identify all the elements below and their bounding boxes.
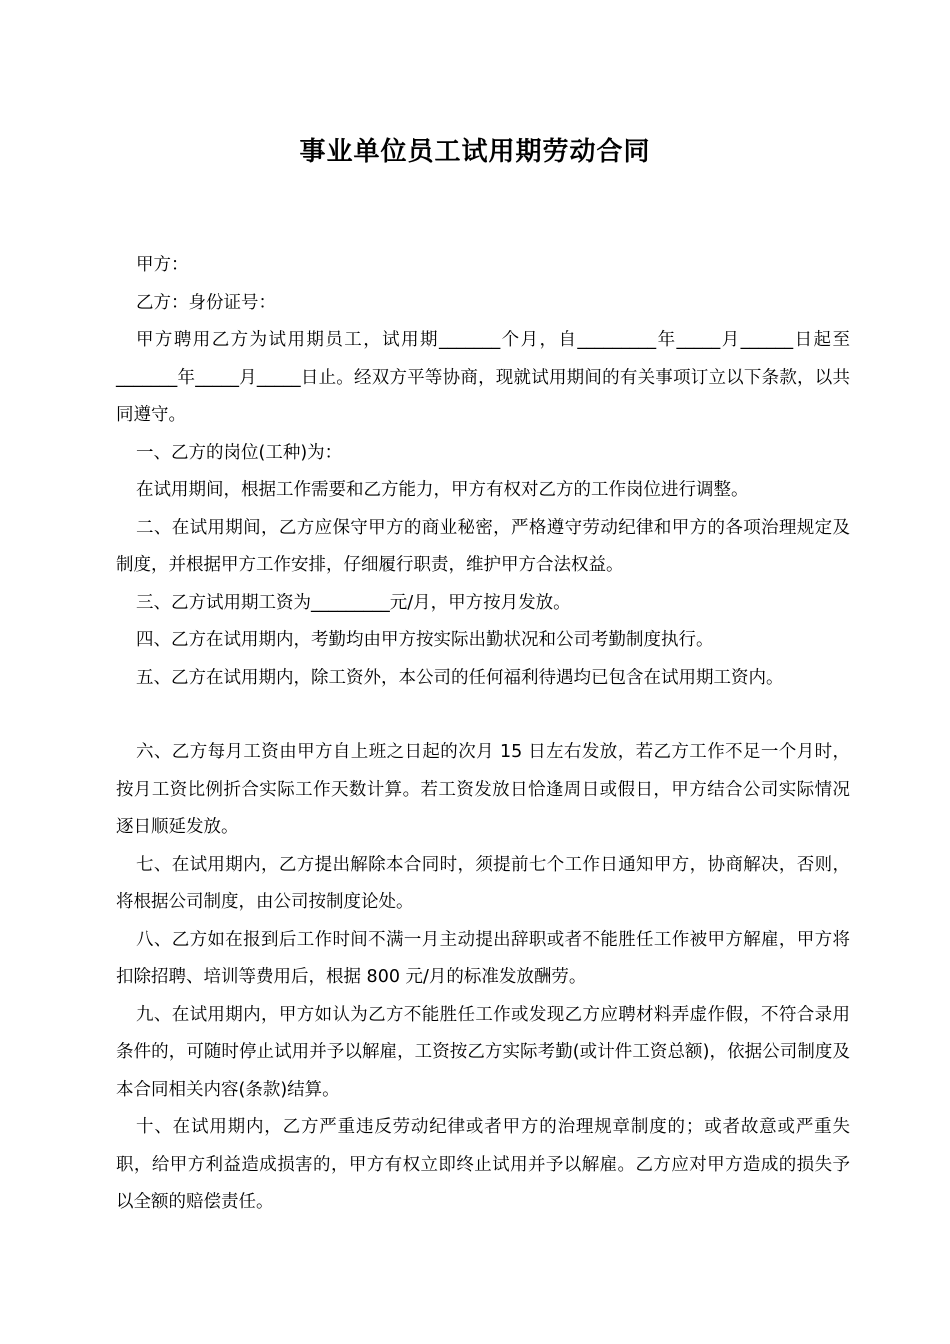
clause-1: 一、乙方的岗位(工种)为： bbox=[136, 442, 343, 463]
contract-body bbox=[116, 247, 850, 1222]
clause-9: 九、在试用期内，甲方如认为乙方不能胜任工作或发现乙方应聘材料弄虚作假，不符合录用条件的，可随时停止试用并予以解雇，工资按乙方实际考勤(或计件工资总额)，依据公司制度及本合同相关内容(条款)结算。 bbox=[116, 1004, 850, 1100]
clause-4: 四、乙方在试用期内，考勤均由甲方按实际出勤状况和公司考勤制度执行。 bbox=[136, 630, 714, 650]
paragraph-gap bbox=[116, 697, 850, 734]
clause-1-detail: 在试用期间，根据工作需要和乙方能力，甲方有权对乙方的工作岗位进行调整。 bbox=[136, 480, 749, 500]
party-b-line: 乙方：身份证号： bbox=[136, 292, 276, 313]
page-title: 事业单位员工试用期劳动合同 bbox=[299, 137, 651, 167]
clause-3: 三、乙方试用期工资为_________元/月，甲方按月发放。 bbox=[136, 592, 571, 613]
party-a-line: 甲方： bbox=[136, 255, 189, 275]
clause-8: 八、乙方如在报到后工作时间不满一月主动提出辞职或者不能胜任工作被甲方解雇，甲方将扣除招聘、培训等费用后，根据 800 元/月的标准发放酬劳。 bbox=[116, 929, 850, 987]
clause-10: 十、在试用期内，乙方严重违反劳动纪律或者甲方的治理规章制度的；或者故意或严重失职，给甲方利益造成损害的，甲方有权立即终止试用并予以解雇。乙方应对甲方造成的损失予以全额的赔偿责任。 bbox=[116, 1117, 850, 1212]
intro-paragraph: 甲方聘用乙方为试用期员工，试用期_______个月，自_________年_____月______日起至_______年_____月_____日止。经双方平等协商，现就试用期间的有关事项订立以下条款，以共同遵守。 bbox=[116, 330, 850, 425]
clause-5: 五、乙方在试用期内，除工资外，本公司的任何福利待遇均已包含在试用期工资内。 bbox=[136, 667, 784, 688]
clause-6: 六、乙方每月工资由甲方自上班之日起的次月 15 日左右发放，若乙方工作不足一个月时，按月工资比例折合实际工作天数计算。若工资发放日恰逢周日或假日，甲方结合公司实际情况逐日顺延发放。 bbox=[116, 742, 850, 837]
clause-2: 二、在试用期间，乙方应保守甲方的商业秘密，严格遵守劳动纪律和甲方的各项治理规定及制度，并根据甲方工作安排，仔细履行职责，维护甲方合法权益。 bbox=[116, 517, 850, 575]
clause-7: 七、在试用期内，乙方提出解除本合同时，须提前七个工作日通知甲方，协商解决，否则，将根据公司制度，由公司按制度论处。 bbox=[116, 854, 850, 912]
